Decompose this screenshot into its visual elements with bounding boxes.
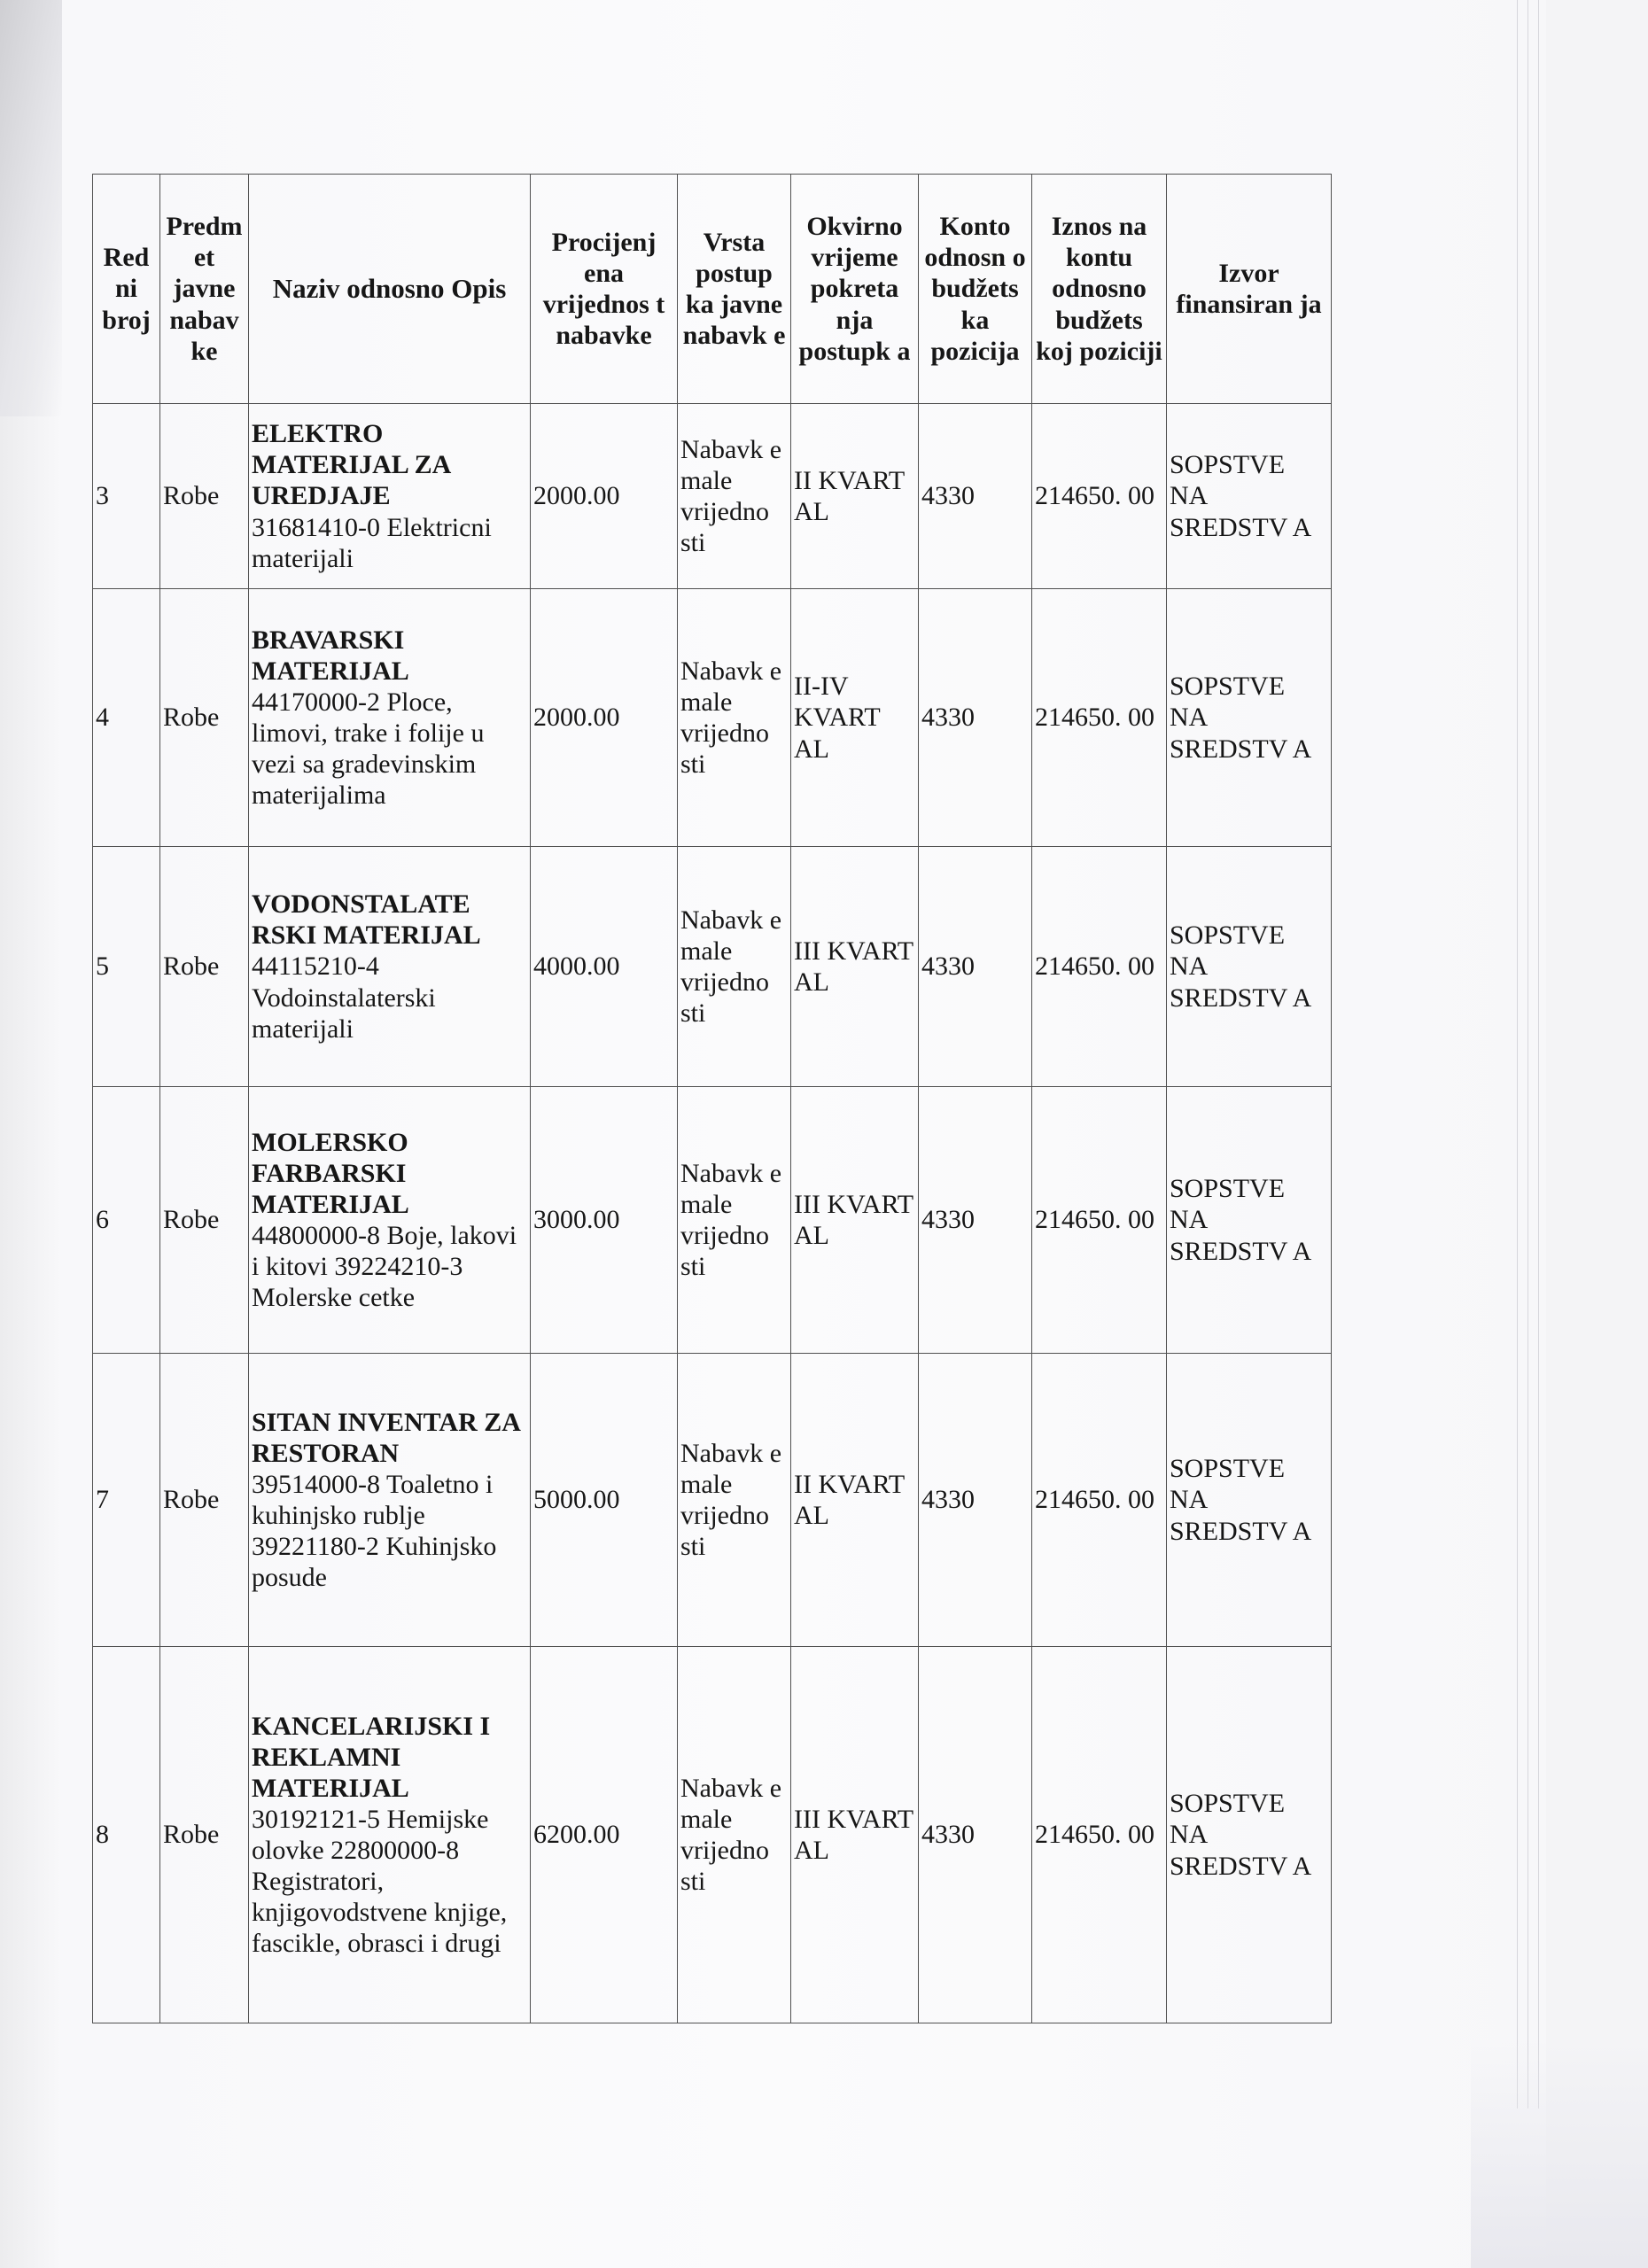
cell-account-amount: 214650. 00	[1032, 847, 1167, 1087]
cell-timeframe: III KVART AL	[791, 847, 919, 1087]
cell-funding-source: SOPSTVE NA SREDSTV A	[1167, 404, 1332, 589]
cell-row-number: 4	[93, 589, 160, 847]
item-description: 39514000-8 Toaletno i kuhinjsko rublje 39221180-2 Kuhinjsko posude	[252, 1469, 497, 1593]
cell-funding-source: SOPSTVE NA SREDSTV A	[1167, 1354, 1332, 1647]
cell-subject: Robe	[160, 404, 249, 589]
cell-estimated-value: 6200.00	[531, 1647, 678, 2023]
cell-budget-account: 4330	[919, 589, 1032, 847]
cell-description	[249, 847, 531, 1087]
cell-budget-account: 4330	[919, 1647, 1032, 2023]
cell-description	[249, 1647, 531, 2023]
cell-row-number: 6	[93, 1087, 160, 1354]
procurement-plan-table-wrapper	[92, 174, 1331, 2027]
cell-row-number: 3	[93, 404, 160, 589]
cell-funding-source: SOPSTVE NA SREDSTV A	[1167, 847, 1332, 1087]
cell-subject: Robe	[160, 847, 249, 1087]
cell-timeframe: III KVART AL	[791, 1087, 919, 1354]
procurement-plan-table	[92, 174, 1332, 2023]
page-fold-shadow	[0, 0, 62, 416]
page-corner-shadow	[1471, 2038, 1648, 2268]
cell-account-amount: 214650. 00	[1032, 1647, 1167, 2023]
cell-procedure-type: Nabavk e male vrijedno sti	[678, 1087, 791, 1354]
table-header-row	[93, 175, 1332, 404]
table-row	[93, 589, 1332, 847]
cell-budget-account: 4330	[919, 847, 1032, 1087]
item-description: 44115210-4 Vodoinstalaterski materijali	[252, 951, 436, 1044]
cell-estimated-value: 3000.00	[531, 1087, 678, 1354]
table-row	[93, 404, 1332, 589]
cell-procedure-type: Nabavk e male vrijedno sti	[678, 404, 791, 589]
cell-account-amount: 214650. 00	[1032, 1087, 1167, 1354]
cell-estimated-value: 2000.00	[531, 589, 678, 847]
cell-timeframe: III KVART AL	[791, 1647, 919, 2023]
stacked-page-edge	[1538, 0, 1539, 2109]
item-description: 44800000-8 Boje, lakovi i kitovi 39224210-3 Molerske cetke	[252, 1221, 517, 1313]
cell-procedure-type: Nabavk e male vrijedno sti	[678, 1354, 791, 1647]
table-row	[93, 1087, 1332, 1354]
item-title: ELEKTRO MATERIJAL ZA UREDJAJE	[252, 419, 450, 511]
cell-account-amount: 214650. 00	[1032, 1354, 1167, 1647]
cell-description	[249, 1087, 531, 1354]
cell-account-amount: 214650. 00	[1032, 589, 1167, 847]
cell-subject: Robe	[160, 1647, 249, 2023]
cell-estimated-value: 4000.00	[531, 847, 678, 1087]
cell-procedure-type: Nabavk e male vrijedno sti	[678, 847, 791, 1087]
table-row	[93, 1354, 1332, 1647]
cell-procedure-type: Nabavk e male vrijedno sti	[678, 589, 791, 847]
item-title: SITAN INVENTAR ZA RESTORAN	[252, 1407, 520, 1468]
cell-row-number: 7	[93, 1354, 160, 1647]
cell-subject: Robe	[160, 1354, 249, 1647]
header-funding-source: Izvor finansiran ja	[1167, 175, 1332, 404]
header-subject: Predm et javne nabav ke	[160, 175, 249, 404]
cell-row-number: 5	[93, 847, 160, 1087]
cell-description	[249, 1354, 531, 1647]
stacked-page-edge	[1517, 0, 1518, 2109]
cell-estimated-value: 2000.00	[531, 404, 678, 589]
header-timeframe: Okvirno vrijeme pokreta nja postupk a	[791, 175, 919, 404]
table-row	[93, 847, 1332, 1087]
item-title: KANCELARIJSKI I REKLAMNI MATERIJAL	[252, 1711, 491, 1803]
cell-subject: Robe	[160, 589, 249, 847]
cell-timeframe: II-IV KVART AL	[791, 589, 919, 847]
item-title: BRAVARSKI MATERIJAL	[252, 625, 409, 686]
header-account-amount: Iznos na kontu odnosno budžets koj poziciji	[1032, 175, 1167, 404]
cell-timeframe: II KVART AL	[791, 404, 919, 589]
cell-estimated-value: 5000.00	[531, 1354, 678, 1647]
header-name-description: Naziv odnosno Opis	[249, 175, 531, 404]
cell-funding-source: SOPSTVE NA SREDSTV A	[1167, 1647, 1332, 2023]
cell-funding-source: SOPSTVE NA SREDSTV A	[1167, 1087, 1332, 1354]
cell-description	[249, 589, 531, 847]
item-title: MOLERSKO FARBARSKI MATERIJAL	[252, 1127, 409, 1219]
header-estimated-value: Procijenj ena vrijednos t nabavke	[531, 175, 678, 404]
cell-budget-account: 4330	[919, 1087, 1032, 1354]
item-description: 30192121-5 Hemijske olovke 22800000-8 Registratori, knjigovodstvene knjige, fascikle, obrasci i drugi	[252, 1804, 508, 1959]
table-row	[93, 1647, 1332, 2023]
cell-budget-account: 4330	[919, 404, 1032, 589]
cell-funding-source: SOPSTVE NA SREDSTV A	[1167, 589, 1332, 847]
item-title: VODONSTALATE RSKI MATERIJAL	[252, 889, 481, 951]
cell-budget-account: 4330	[919, 1354, 1032, 1647]
header-row-number: Red ni broj	[93, 175, 160, 404]
header-budget-account: Konto odnosn o budžets ka pozicija	[919, 175, 1032, 404]
cell-subject: Robe	[160, 1087, 249, 1354]
cell-account-amount: 214650. 00	[1032, 404, 1167, 589]
item-description: 44170000-2 Ploce, limovi, trake i folije u vezi sa gradevinskim materijalima	[252, 687, 485, 811]
cell-description	[249, 404, 531, 589]
cell-timeframe: II KVART AL	[791, 1354, 919, 1647]
cell-procedure-type: Nabavk e male vrijedno sti	[678, 1647, 791, 2023]
header-procedure-type: Vrsta postup ka javne nabavk e	[678, 175, 791, 404]
cell-row-number: 8	[93, 1647, 160, 2023]
item-description: 31681410-0 Elektricni materijali	[252, 512, 492, 573]
